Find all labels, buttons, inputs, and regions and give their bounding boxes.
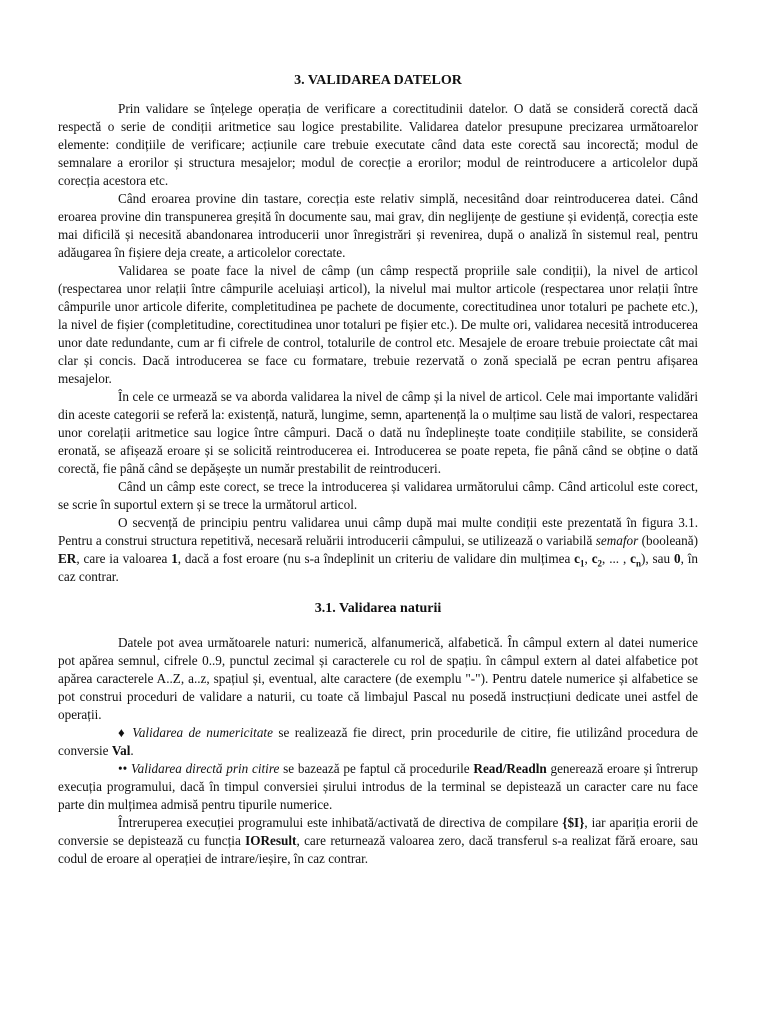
p9-text-d: generează eroare și întrerup execuția programului, dacă în timpul conversiei șirului introdus de la terminal se depistează un caracter care nu face parte din mulțimea admisă pentru tipurile numerice. <box>58 761 698 812</box>
double-bullet-icon: •• <box>118 761 132 776</box>
cn-letter: c <box>630 551 636 566</box>
paragraph-2: Când eroarea provine din tastare, corecția este relativ simplă, necesitând doar reintroducerea datei. Când eroarea provine din transpunerea greșită în documente sau, mai grav, din neglijențe de gestiune și evidență, corecția este mai dificilă și necesită abandonarea introducerii unor înregistrări și revenirea, după o analiză în sistemul real, pentru adăugarea în fișiere deja create, a articolelor corectate. <box>58 191 698 260</box>
p8-text-d: . <box>130 743 134 758</box>
paragraph-7: Datele pot avea următoarele naturi: numerică, alfanumerică, alfabetică. În câmpul extern al datei numerice pot apărea semnul, cifrele 0..9, punctul zecimal și caracterele cu rol de spațiu. în câmpul extern al datei alfabetice pot apărea caracterele A..Z, a..z, spațiul și, eventual, alte caractere (de exemplu "-"). Pentru datele numerice și alfabetice se pot construi proceduri de validare a naturii, cu toate că limbajul Pascal nu posedă instrucțiuni dedicate unei astfel de operații. <box>58 635 698 722</box>
p10-text-e: , care returnează valoarea zero, dacă transferul s-a realizat fără eroare, sau codul de eroare al operației de intrare/ieșire, în caz contrar. <box>58 833 698 866</box>
c1-letter: c <box>574 551 581 566</box>
paragraph-10 <box>58 814 698 868</box>
p10-text-a: Întreruperea execuției programului este inhibată/activată de directiva de compilare <box>118 815 563 830</box>
p6-text-h: ), sau <box>640 551 674 566</box>
p8-text-b: se realizează fie direct, prin procedurile de citire, fie utilizând procedura de conversie <box>58 725 699 758</box>
p6-text-g: , dacă a fost eroare (nu s-a îndeplinit un criteriu de validare din mulțimea <box>177 551 575 566</box>
c2-index: 2 <box>597 558 603 569</box>
p10-directive: {$I} <box>562 815 585 830</box>
p6-text-a: O secvență de principiu pentru validarea unui câmp după mai multe condiții este prezentată în figura 3.1. Pentru a construi structura repetitivă, necesară reluării introducerii câmpului, se utilizează o variabilă <box>58 515 698 548</box>
p8-term: Validarea de numericitate <box>132 725 273 740</box>
p6-c2 <box>591 551 603 569</box>
p6-text-i: , în caz contrar. <box>58 551 698 584</box>
paragraph-6 <box>58 514 698 586</box>
paragraph-8 <box>58 724 698 760</box>
paragraph-3: Validarea se poate face la nivel de câmp (un câmp respectă propriile sale condiții), la nivel de articol (respectarea unor relații între câmpurile aceluiași articol), la nivelul mai multor articole (respectarea unor relații între câmpurile unor articole diferite, completitudinea pe pachete de documente, corectitudinea unor totaluri pe pachete etc.), la nivel de fișier (completitudine, corectitudinea unor totaluri pe fișier etc.). De multe ori, validarea necesită introducerea unor date redundante, cum ar fi cifrele de control, totalurile de control etc. Mesajele de eroare trebuie proiectate cât mai clar și concis. Dacă introducerea se face cu formatare, trebuie rezervată o zonă specială pe ecran pentru afișarea mesajelor. <box>58 263 698 386</box>
paragraph-9 <box>58 760 698 814</box>
p8-val: Val <box>111 743 131 758</box>
diamond-bullet-icon: ♦ <box>118 725 133 740</box>
c1-index: 1 <box>580 558 585 569</box>
p6-sep1: , <box>584 551 592 566</box>
p6-zero: 0 <box>673 551 681 566</box>
p6-sep2: , ... , <box>602 551 631 566</box>
p6-text-c: (booleană) <box>638 533 698 548</box>
subsection-title: 3.1. Validarea naturii <box>314 601 442 616</box>
paragraph-1: Prin validare se înțelege operația de verificare a corectitudinii datelor. O dată se consideră corectă dacă respectă o serie de condiții aritmetice sau logice prestabilite. Validarea datelor presupune precizarea următoarelor elemente: condițiile de verificare; acțiunile care trebuie executate când data este corectă sau incorectă; modul de semnalare a erorilor și structura mesajelor; modul de corecție a erorilor; modul de reintroducere a articolelor după corecția acestora etc. <box>58 101 698 188</box>
p6-cn <box>630 551 641 569</box>
p6-c1 <box>574 551 585 569</box>
p6-er: ER <box>58 551 77 566</box>
p6-semafor: semafor <box>595 533 639 548</box>
c2-letter: c <box>591 551 598 566</box>
p9-text-b: se bazează pe faptul că procedurile <box>279 761 474 776</box>
p10-ioresult: IOResult <box>245 833 297 848</box>
p6-text-e: , care ia valoarea <box>76 551 172 566</box>
paragraph-5: Când un câmp este corect, se trece la introducerea și validarea următorului câmp. Când articolul este corect, se scrie în suportul extern și se trece la următorul articol. <box>58 479 698 512</box>
paragraph-4: În cele ce urmează se va aborda validarea la nivel de câmp și la nivel de articol. Cele mai importante validări din aceste categorii se referă la: existență, natură, lungime, semn, apartenență la o mulțime sau listă de valori, respectarea unor corelații aritmetice sau logice între câmpuri. Dacă o dată nu îndeplinește toate condițiile stabilite, se consideră eronată, se afișează eroare și se solicită reintroducerea ei. Introducerea se poate repeta, fie până când se obține o dată corectă, fie până când se depășește un număr prestabilit de reintroduceri. <box>58 389 698 476</box>
p9-term: Validarea directă prin citire <box>131 761 280 776</box>
p9-readln: Read/Readln <box>473 761 547 776</box>
section-title: 3. VALIDAREA DATELOR <box>294 73 462 88</box>
p10-text-c: , iar apariția erorii de conversie se depistează cu funcția <box>58 815 698 848</box>
p6-one: 1 <box>171 551 178 566</box>
cn-index: n <box>635 558 641 569</box>
page-content <box>58 72 698 868</box>
